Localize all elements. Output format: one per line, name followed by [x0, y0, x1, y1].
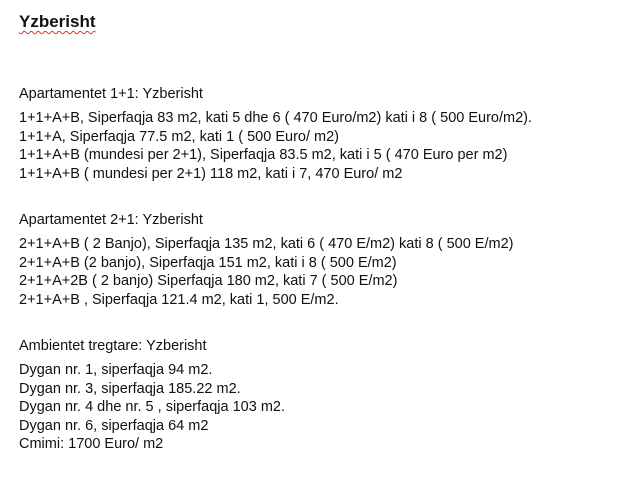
listing-line: 2+1+A+2B ( 2 banjo) Siperfaqja 180 m2, kati 7 ( 500 E/m2)	[19, 273, 398, 289]
listing-line: 2+1+A+B (2 banjo), Siperfaqja 151 m2, kati i 8 ( 500 E/m2)	[19, 254, 397, 271]
listing-line: Dygan nr. 1, siperfaqja 94 m2.	[19, 362, 213, 378]
listing-line: Dygan nr. 3, siperfaqja 185.22 m2.	[19, 380, 241, 397]
listing-line: 2+1+A+B , Siperfaqja 121.4 m2, kati 1, 500 E/m2.	[19, 291, 339, 308]
listing-line: Dygan nr. 4 dhe nr. 5 , siperfaqja 103 m2.	[19, 399, 285, 415]
listing-line: Dygan nr. 6, siperfaqja 64 m2	[19, 417, 209, 434]
section-heading: Ambientet tregtare: Yzberisht	[19, 338, 207, 354]
price-line: Cmimi: 1700 Euro/ m2	[19, 436, 164, 452]
section-apartments-2plus1	[19, 211, 513, 309]
document-title: Yzberisht	[19, 12, 96, 31]
listing-line: 1+1+A+B ( mundesi per 2+1) 118 m2, kati i 7, 470 Euro/ m2	[19, 165, 403, 182]
section-heading: Apartamentet 1+1: Yzberisht	[19, 86, 203, 102]
listing-line: 1+1+A+B (mundesi per 2+1), Siperfaqja 83.5 m2, kati i 5 ( 470 Euro per m2)	[19, 147, 508, 163]
section-apartments-1plus1	[19, 85, 532, 183]
section-heading: Apartamentet 2+1: Yzberisht	[19, 212, 203, 228]
listing-line: 2+1+A+B ( 2 Banjo), Siperfaqja 135 m2, kati 6 ( 470 E/m2) kati 8 ( 500 E/m2)	[19, 236, 514, 252]
listing-line: 1+1+A, Siperfaqja 77.5 m2, kati 1 ( 500 Euro/ m2)	[19, 128, 339, 145]
listing-line: 1+1+A+B, Siperfaqja 83 m2, kati 5 dhe 6 ( 470 Euro/m2) kati i 8 ( 500 Euro/m2).	[19, 110, 533, 126]
section-commercial-spaces	[19, 337, 285, 454]
